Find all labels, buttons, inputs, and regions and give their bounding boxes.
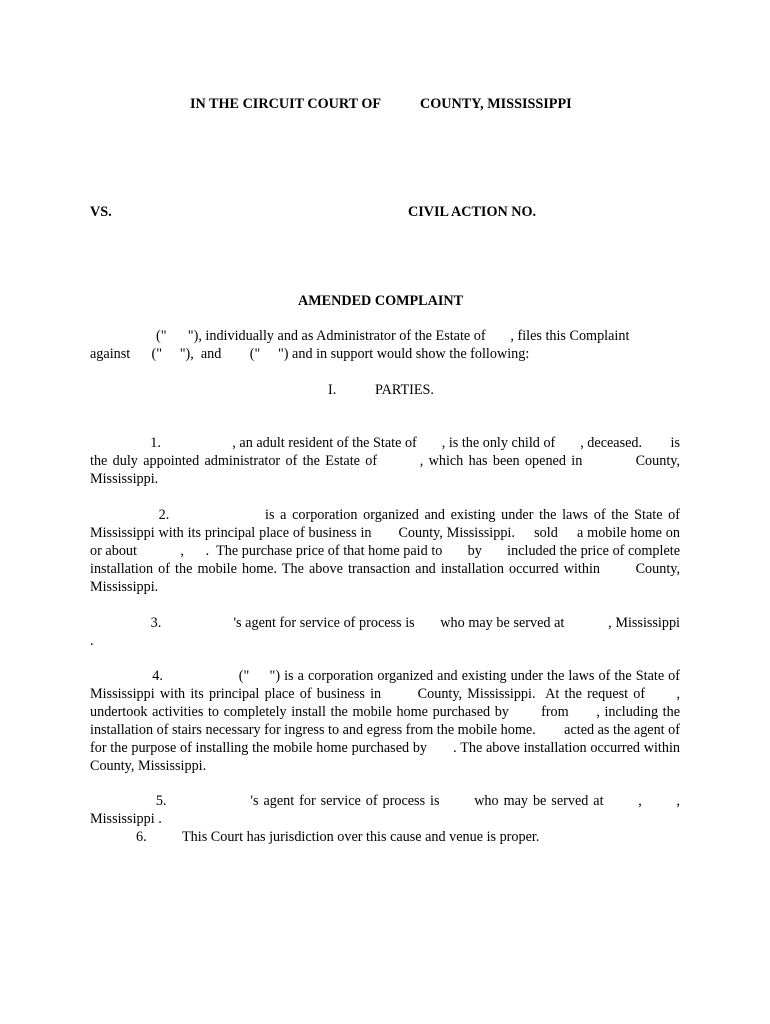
paragraph-6-text: This Court has jurisdiction over this cause and venue is proper. xyxy=(182,829,540,845)
paragraph-6 xyxy=(136,828,539,846)
court-name-left: IN THE CIRCUIT COURT OF xyxy=(190,96,382,112)
paragraph-2-number: 2. xyxy=(158,507,170,523)
paragraph-5-text: 's agent for service of process is who may be served at , , Mississippi . xyxy=(90,793,684,827)
civil-action-label: CIVIL ACTION NO. xyxy=(408,204,537,220)
paragraph-2-text: is a corporation organized and existing under the laws of the State of Mississippi with its principal place of business in County, Mississippi. sold a mobile home on or about , . The purchase price of that home paid to by included the price of complete installation of the mobile home. The above transaction and installation occurred within County, Mississippi. xyxy=(90,507,684,595)
paragraph-1-text: , an adult resident of the State of , is the only child of , deceased. is the duly appointed administrator of the Estate of , which has been opened in County, Mississippi. xyxy=(90,435,684,487)
versus-label: VS. xyxy=(90,204,112,220)
intro-line-1: (" "), individually and as Administrator of the Estate of , files this Complaint xyxy=(156,328,630,344)
paragraph-4-number: 4. xyxy=(152,668,163,684)
paragraph-4 xyxy=(90,649,705,793)
section-numeral: I. xyxy=(328,382,337,398)
paragraph-3-number: 3. xyxy=(150,615,162,631)
document-title: AMENDED COMPLAINT xyxy=(298,293,464,309)
paragraph-5-number: 5. xyxy=(155,793,167,809)
section-heading: PARTIES. xyxy=(375,382,434,398)
paragraph-1-number: 1. xyxy=(150,435,161,451)
court-name-right: COUNTY, MISSISSIPPI xyxy=(420,96,572,112)
paragraph-3-text: 's agent for service of process is who may be served at , Mississippi . xyxy=(90,615,684,649)
intro-line-2: against (" "), and (" ") and in support would show the following: xyxy=(90,346,530,362)
paragraph-4-text: (" ") is a corporation organized and existing under the laws of the State of Mississippi with its principal place of business in County, Mississippi. At the request of , undertook activities to completely install the mobile home purchased by from , including the installation of stairs necessary for ingress to and egress from the mobile home. acted as the agent of for the purpose of installing the mobile home purchased by . The above installation occurred within County, Mississippi. xyxy=(90,668,705,774)
paragraph-6-number: 6. xyxy=(136,829,147,845)
